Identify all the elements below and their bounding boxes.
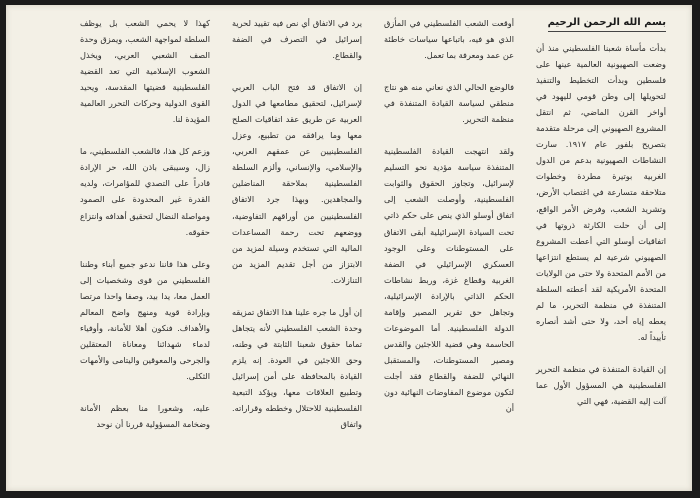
paragraph: فالوضع الحالي الذي نعاني منه هو نتاج منطقي لسياسة القيادة المتنفذة في منظمة التحرير. [384, 82, 514, 125]
basmala-heading: بسم الله الرحمن الرحيم [548, 15, 666, 32]
paragraph: وعلى هذا فاننا ندعو جميع أبناء وطننا الفلسطيني من قوى وشخصيات إلى العمل معا، يدا بيد، وصفا واحدا مرتصا وبإرادة قوية ومنهج واضح المعالم والأهداف. فنكون أهلا للأمانة، وأوفياء لدماء شهدائنا ومعاناة المعتقلين والجرحى والمعوقين واليتامى والأمهات الثكلى. [80, 258, 210, 381]
paragraph: أوقعت الشعب الفلسطيني في المأزق الذي هو فيه، باتباعها سياسات خاطئة عن عمد ومعرفة بما تعمل. [384, 18, 514, 61]
text-column-1 [536, 15, 666, 409]
text-column-2 [384, 15, 514, 416]
text-column-4 [80, 15, 210, 432]
paragraph: وزعم كل هذا، فالشعب الفلسطيني، ما زال، وسيبقى باذن الله، حر الإرادة قادراً على التصدي للمؤامرات، ولديه القدرة غير المحدودة على الصمود ومواصلة النضال لتحقيق أهدافه وانتزاع حقوقه. [79, 146, 210, 237]
paragraph: إن أول ما جره علينا هذا الاتفاق تمزيقه وحدة الشعب الفلسطيني لأنه يتجاهل تماما حقوق شعبنا الثابتة في وطنه، وحق اللاجئين في العودة. إنه يلزم القيادة بالمحافظة على أمن إسرائيل وتطبيع العلاقات معها، ويؤكد التبعية الفلسطينية للاحتلال وخططه وقراراته. واتفاق [232, 306, 362, 430]
paragraph: ولقد انتهجت القيادة الفلسطينية المتنفذة سياسة مؤدية نحو التسليم لإسرائيل، وتجاوز الحقوق والثوابت الفلسطينية، وأوصلت الشعب إلى اتفاق أوسلو الذي ينص على حكم ذاتي تحت السيادة الإسرائيلية أبقى الاتفاق على المستوطنات وعلى الوجود العسكري الإسرائيلي في الضفة الغربية وقطاع غزة، وربط نشاطات الحكم الذاتي بالإرادة الإسرائيلية، وتجاهل حق تقرير المصير وإقامة الدولة الفلسطينية. أما الموضوعات الحاسمة وهي قضية اللاجئين والقدس ومصير المستوطنات، والمستقبل النهائي للضفة والقطاع فقد أجلت لتكون موضوع المفاوضات النهائية دون أن [384, 146, 514, 414]
paragraph: عليه، وشعورا منا بعظم الأمانة وضخامة المسؤولية قررنا أن نوحد [80, 402, 210, 430]
paragraph: يرد في الاتفاق أي نص فيه تقييد لحرية إسرائيل في التصرف في الضفة والقطاع. [232, 18, 362, 61]
paragraph: كهذا لا يحمي الشعب بل يوظف السلطة لمواجهة الشعب، ويمزق وحدة الصف الشعبي العربي، ويخذل الشعوب الإسلامية التي تعد القضية الفلسطينية قضيتها المقدسة، ويحيد القوى الدولية وحركات التحرر العالمية المؤيدة لنا. [80, 18, 210, 125]
leaflet-page [6, 5, 692, 491]
paragraph: إن الاتفاق قد فتح الباب العربي لإسرائيل، لتحقيق مطامعها في الدول العربية عن طريق عقد اتفاقيات الصلح معها وما يرافقه من تطبيع، وعزل الفلسطينيين عن عمقهم العربي، والإسلامي، والإنساني، وألزم السلطة الفلسطينية بملاحقة المناضلين والمجاهدين. وبهذا جرد الاتفاق الفلسطينيين من أوراقهم التفاوضية، ووضعهم تحت رحمة المساعدات المالية التي تستخدم وسيلة لمزيد من الابتزاز من أجل تقديم المزيد من التنازلات. [232, 82, 362, 285]
paragraph: إن القيادة المتنفذة في منظمة التحرير الفلسطينية هي المسؤول الأول عما آلت إليه القضية، فهي التي [536, 363, 666, 407]
text-column-3 [232, 15, 362, 432]
paragraph: بدأت مأساة شعبنا الفلسطيني منذ أن وضعت الصهيونية العالمية عينها على فلسطين وبدأت التخطيط والتنفيذ لتحويلها إلى وطن قومي لليهود في أواخر القرن الماضي، ثم انتقل المشروع الصهيوني إلى مرحلة متقدمة بتصريح بلفور عام ١٩١٧. سارت النشاطات الصهيونية بدعم من الدول الغربية بوتيرة مطردة وخطوات متلاحقة متسارعة في اغتصاب الأرض، وتشريد الشعب، وفرض الأمر الواقع، إلى أن حلت الكارثة ذروتها في اتفاقيات أوسلو التي أعطت المشروع الصهيوني شرعية لم يستطع انتزاعها من الأمم المتحدة ولا حتى من الولايات المتحدة الأمريكية لقد أعطته السلطة المتنفذة في منظمة التحرير، ما لم يعطه إياه أحد، ولا حتى أشد أنصاره تأييداً له. [536, 43, 666, 342]
